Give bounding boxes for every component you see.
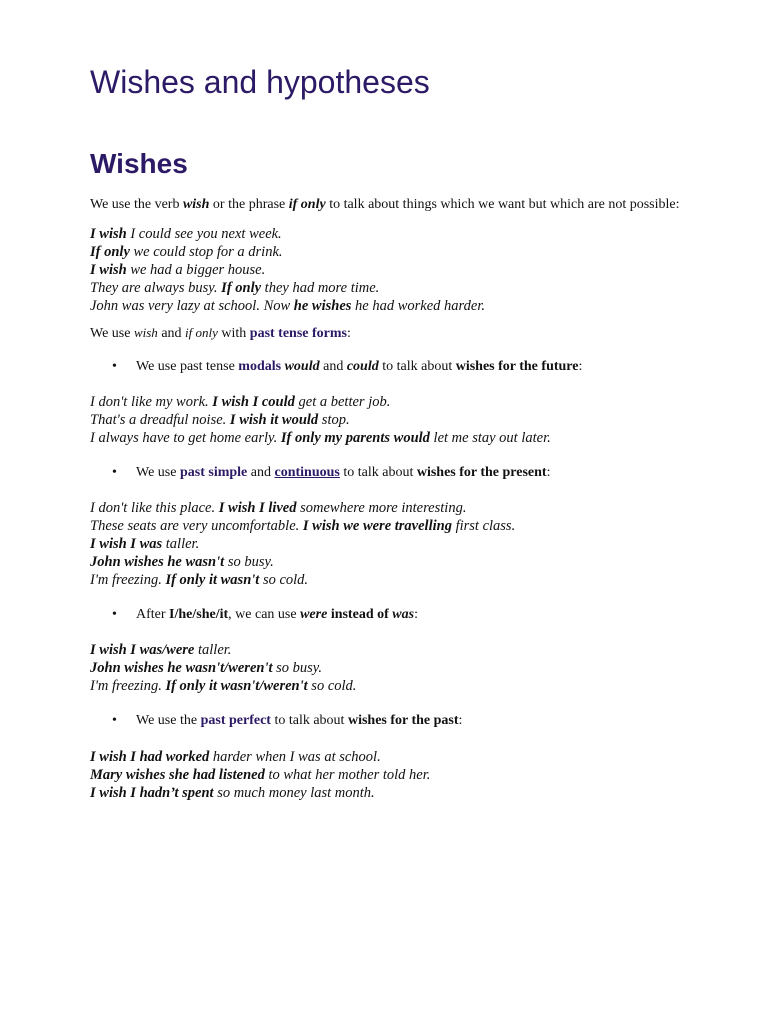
example-line: John was very lazy at school. Now he wishes he had worked harder.	[90, 298, 485, 314]
examples-present	[90, 499, 515, 589]
example-line: I wish I could see you next week.	[90, 226, 282, 242]
examples-were	[90, 641, 356, 695]
example-line: John wishes he wasn't so busy.	[90, 554, 274, 570]
bullet-dot: •	[112, 465, 117, 480]
bullet-dot: •	[112, 713, 117, 728]
example-line: They are always busy. If only they had more time.	[90, 280, 380, 296]
past-tense-forms-link[interactable]: past tense forms	[249, 326, 347, 341]
example-line: I wish I was taller.	[90, 536, 200, 552]
examples-future	[90, 393, 551, 447]
example-line: I wish I had worked harder when I was at school.	[90, 749, 381, 765]
example-line: If only we could stop for a drink.	[90, 244, 283, 260]
example-line: I wish I hadn’t spent so much money last month.	[90, 785, 375, 801]
bullet-text: We use past tense modals would and could to talk about wishes for the future:	[136, 359, 583, 374]
example-line: I wish I was/were taller.	[90, 642, 232, 658]
example-line: I don't like this place. I wish I lived somewhere more interesting.	[90, 500, 467, 516]
bullet-dot: •	[112, 359, 117, 374]
example-line: That's a dreadful noise. I wish it would stop.	[90, 412, 350, 428]
examples-past	[90, 748, 430, 802]
usage-paragraph: We use wish and if only with past tense forms:	[90, 325, 351, 341]
example-line: John wishes he wasn't/weren't so busy.	[90, 660, 323, 676]
past-perfect-link[interactable]: past perfect	[200, 713, 271, 728]
example-line: I wish we had a bigger house.	[90, 262, 266, 278]
examples-general	[90, 225, 485, 315]
continuous-link[interactable]: continuous	[274, 465, 340, 480]
intro-if-only: if only	[288, 197, 326, 212]
example-line: These seats are very uncomfortable. I wish we were travelling first class.	[90, 518, 516, 534]
bullet-text: We use the past perfect to talk about wishes for the past:	[136, 713, 463, 728]
intro-text: We use the verb	[90, 197, 183, 212]
intro-wish: wish	[182, 197, 210, 212]
modals-link[interactable]: modals	[238, 359, 282, 374]
bullet-text: We use past simple and continuous to talk about wishes for the present:	[136, 465, 551, 480]
past-simple-link[interactable]: past simple	[179, 465, 248, 480]
example-line: I'm freezing. If only it wasn't/weren't so cold.	[90, 678, 357, 694]
example-line: I'm freezing. If only it wasn't so cold.	[90, 572, 309, 588]
intro-paragraph	[90, 196, 680, 214]
bullet-text: After I/he/she/it, we can use were instead of was:	[136, 607, 418, 622]
intro-text: or the phrase	[209, 197, 289, 212]
bullet-dot: •	[112, 607, 117, 622]
page-title: Wishes and hypotheses	[90, 64, 430, 100]
section-heading: Wishes	[90, 148, 188, 179]
intro-text: to talk about things which we want but which are not possible:	[325, 197, 680, 212]
example-line: Mary wishes she had listened to what her mother told her.	[90, 767, 431, 783]
example-line: I don't like my work. I wish I could get a better job.	[90, 394, 391, 410]
example-line: I always have to get home early. If only my parents would let me stay out later.	[90, 430, 551, 446]
